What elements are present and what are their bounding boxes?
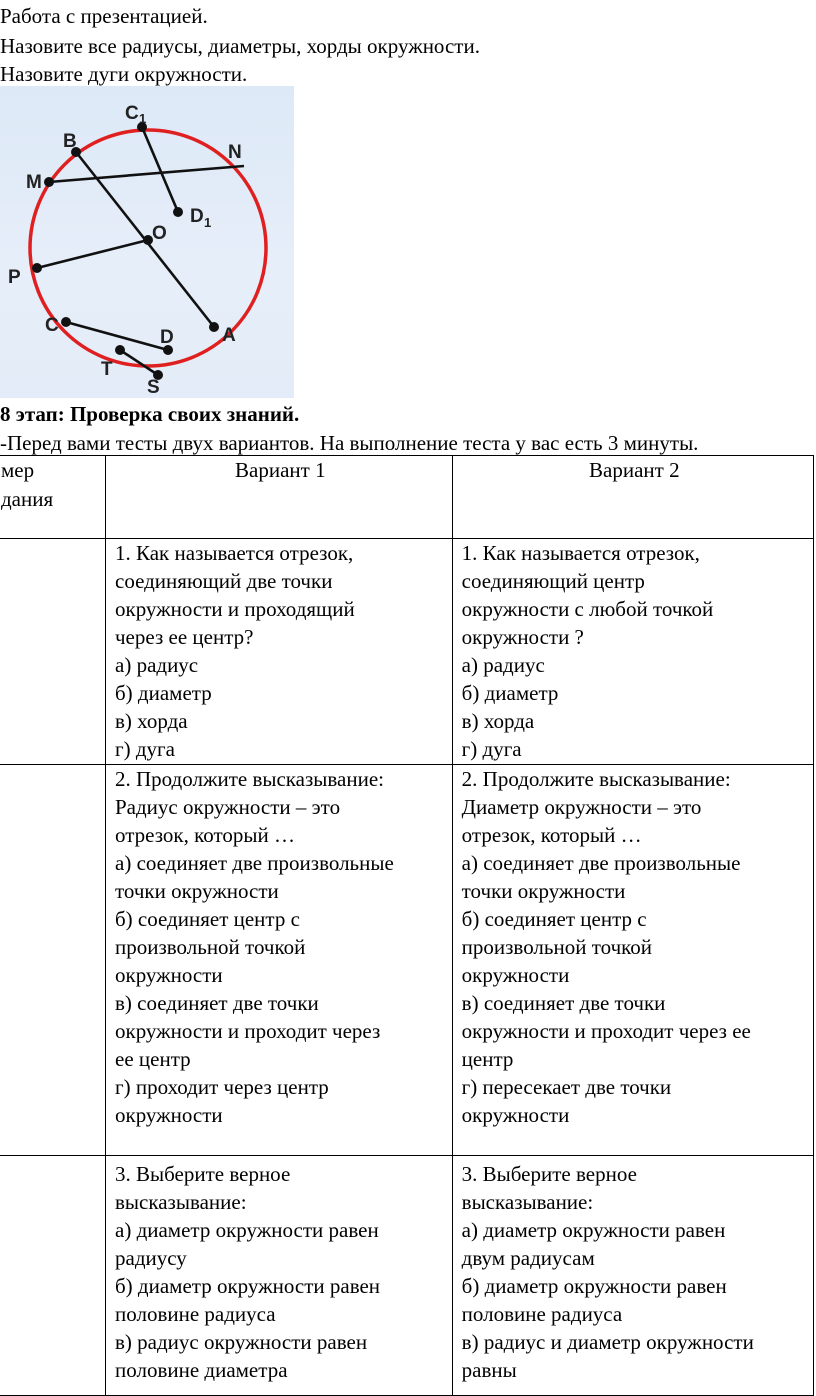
question-3-variant-2 xyxy=(452,1156,813,1396)
test-table xyxy=(0,455,814,1396)
point-A xyxy=(209,322,219,332)
circle-figure xyxy=(0,86,294,398)
answer-line: а) радиус xyxy=(115,653,199,677)
point-T xyxy=(115,345,125,355)
question-3-variant-1 xyxy=(106,1156,453,1396)
label-D1-sub: 1 xyxy=(204,215,212,230)
point-M xyxy=(44,177,54,187)
answer-line: окружности xyxy=(461,1103,570,1127)
number-header-line-2: дания xyxy=(1,487,54,511)
answer-line: б) диаметр окружности равен xyxy=(461,1274,727,1298)
intro-line-1: Работа с презентацией. xyxy=(0,4,208,28)
answer-line: точки окружности xyxy=(115,879,279,903)
answer-line: в) хорда xyxy=(461,709,535,733)
answer-line: в) соединяет две точки xyxy=(115,991,319,1015)
answer-line: окружности с любой точкой xyxy=(461,597,714,621)
variant-2-header: Вариант 2 xyxy=(452,456,813,539)
variant-1-header: Вариант 1 xyxy=(106,456,453,539)
answer-line: центр xyxy=(461,1047,514,1071)
question-2-variant-2 xyxy=(452,765,813,1156)
answer-line: соединяющий центр xyxy=(461,569,645,593)
answer-line: половине диаметра xyxy=(115,1358,288,1382)
segment-C1D1 xyxy=(142,127,178,212)
answer-line: окружности и проходит через ее xyxy=(461,1019,751,1043)
label-B: B xyxy=(63,131,77,152)
label-C1-sub: 1 xyxy=(139,111,147,126)
answer-line: а) диаметр окружности равен xyxy=(115,1218,379,1242)
answer-line: г) дуга xyxy=(461,737,522,761)
answer-line: б) соединяет центр с xyxy=(461,907,647,931)
answer-line: окружности и проходит через xyxy=(115,1019,381,1043)
answer-line: двум радиусам xyxy=(461,1246,595,1270)
label-C: C xyxy=(45,315,59,336)
row-number-cell xyxy=(0,539,106,765)
label-P: P xyxy=(8,267,21,288)
answer-line: 2. Продолжите высказывание: xyxy=(115,767,384,791)
label-S: S xyxy=(147,377,160,398)
answer-line: б) соединяет центр с xyxy=(115,907,300,931)
answer-line: 1. Как называется отрезок, xyxy=(115,541,354,565)
circle-diagram xyxy=(0,86,294,398)
number-header-line-1: мер xyxy=(1,458,35,482)
answer-line: 1. Как называется отрезок, xyxy=(461,541,700,565)
answer-line: 2. Продолжите высказывание: xyxy=(461,767,731,791)
answer-line: отрезок, который … xyxy=(461,823,642,847)
label-C1: C xyxy=(125,103,139,124)
row-number-cell xyxy=(0,1156,106,1396)
answer-line: б) диаметр окружности равен xyxy=(115,1274,381,1298)
answer-line: в) хорда xyxy=(115,709,188,733)
answer-line: через ее центр? xyxy=(115,625,254,649)
answer-line: высказывание: xyxy=(115,1190,247,1214)
answer-line: в) радиус окружности равен xyxy=(115,1330,368,1354)
answer-line: а) диаметр окружности равен xyxy=(461,1218,726,1242)
answer-line: высказывание: xyxy=(461,1190,594,1214)
answer-line: 3. Выберите верное xyxy=(461,1162,637,1186)
answer-line: окружности ? xyxy=(461,625,584,649)
answer-line: окружности xyxy=(115,963,223,987)
question-1-variant-2 xyxy=(452,539,813,765)
table-header-row xyxy=(0,456,814,539)
point-C xyxy=(61,317,71,327)
answer-line: окружности и проходящий xyxy=(115,597,355,621)
table-row xyxy=(0,1156,814,1396)
intro-line-2: Назовите все радиусы, диаметры, хорды окружности. xyxy=(0,34,480,58)
answer-line: половине радиуса xyxy=(461,1302,623,1326)
answer-line: половине радиуса xyxy=(115,1302,276,1326)
point-P xyxy=(32,263,42,273)
label-T: T xyxy=(101,359,113,380)
answer-line: точки окружности xyxy=(461,879,626,903)
question-1-variant-1 xyxy=(106,539,453,765)
label-N: N xyxy=(228,142,242,163)
answer-line: а) соединяет две произвольные xyxy=(461,851,741,875)
answer-line: произвольной точкой xyxy=(461,935,652,959)
table-row xyxy=(0,539,814,765)
answer-line: окружности xyxy=(461,963,570,987)
question-2-variant-1 xyxy=(106,765,453,1156)
stage-title: 8 этап: Проверка своих знаний. xyxy=(0,402,300,426)
number-header-cell xyxy=(0,456,106,539)
segment-MN xyxy=(49,166,244,182)
answer-line: г) пересекает две точки xyxy=(461,1075,672,1099)
answer-line: равны xyxy=(461,1358,517,1382)
answer-line: отрезок, который … xyxy=(115,823,295,847)
answer-line: а) соединяет две произвольные xyxy=(115,851,394,875)
intro-line-3: Назовите дуги окружности. xyxy=(0,62,248,86)
answer-line: в) радиус и диаметр окружности xyxy=(461,1330,754,1354)
answer-line: окружности xyxy=(115,1103,223,1127)
answer-line: г) дуга xyxy=(115,737,175,761)
answer-line: Диаметр окружности – это xyxy=(461,795,702,819)
answer-line: ее центр xyxy=(115,1047,191,1071)
row-number-cell xyxy=(0,765,106,1156)
answer-line: 3. Выберите верное xyxy=(115,1162,291,1186)
answer-line: а) радиус xyxy=(461,653,545,677)
answer-line: произвольной точкой xyxy=(115,935,306,959)
answer-line: в) соединяет две точки xyxy=(461,991,666,1015)
answer-line: Радиус окружности – это xyxy=(115,795,341,819)
table-row xyxy=(0,765,814,1156)
answer-line: радиусу xyxy=(115,1246,187,1270)
label-D1: D xyxy=(190,206,204,227)
label-D: D xyxy=(160,327,174,348)
answer-line: б) диаметр xyxy=(115,681,212,705)
segment-OP xyxy=(37,240,148,268)
stage-instruction: -Перед вами тесты двух вариантов. На выполнение теста у вас есть 3 минуты. xyxy=(0,431,699,455)
label-A: A xyxy=(222,325,236,346)
label-M: M xyxy=(26,172,42,193)
label-O: O xyxy=(152,223,167,244)
answer-line: г) проходит через центр xyxy=(115,1075,329,1099)
answer-line: соединяющий две точки xyxy=(115,569,333,593)
point-D1 xyxy=(173,207,183,217)
answer-line: б) диаметр xyxy=(461,681,559,705)
